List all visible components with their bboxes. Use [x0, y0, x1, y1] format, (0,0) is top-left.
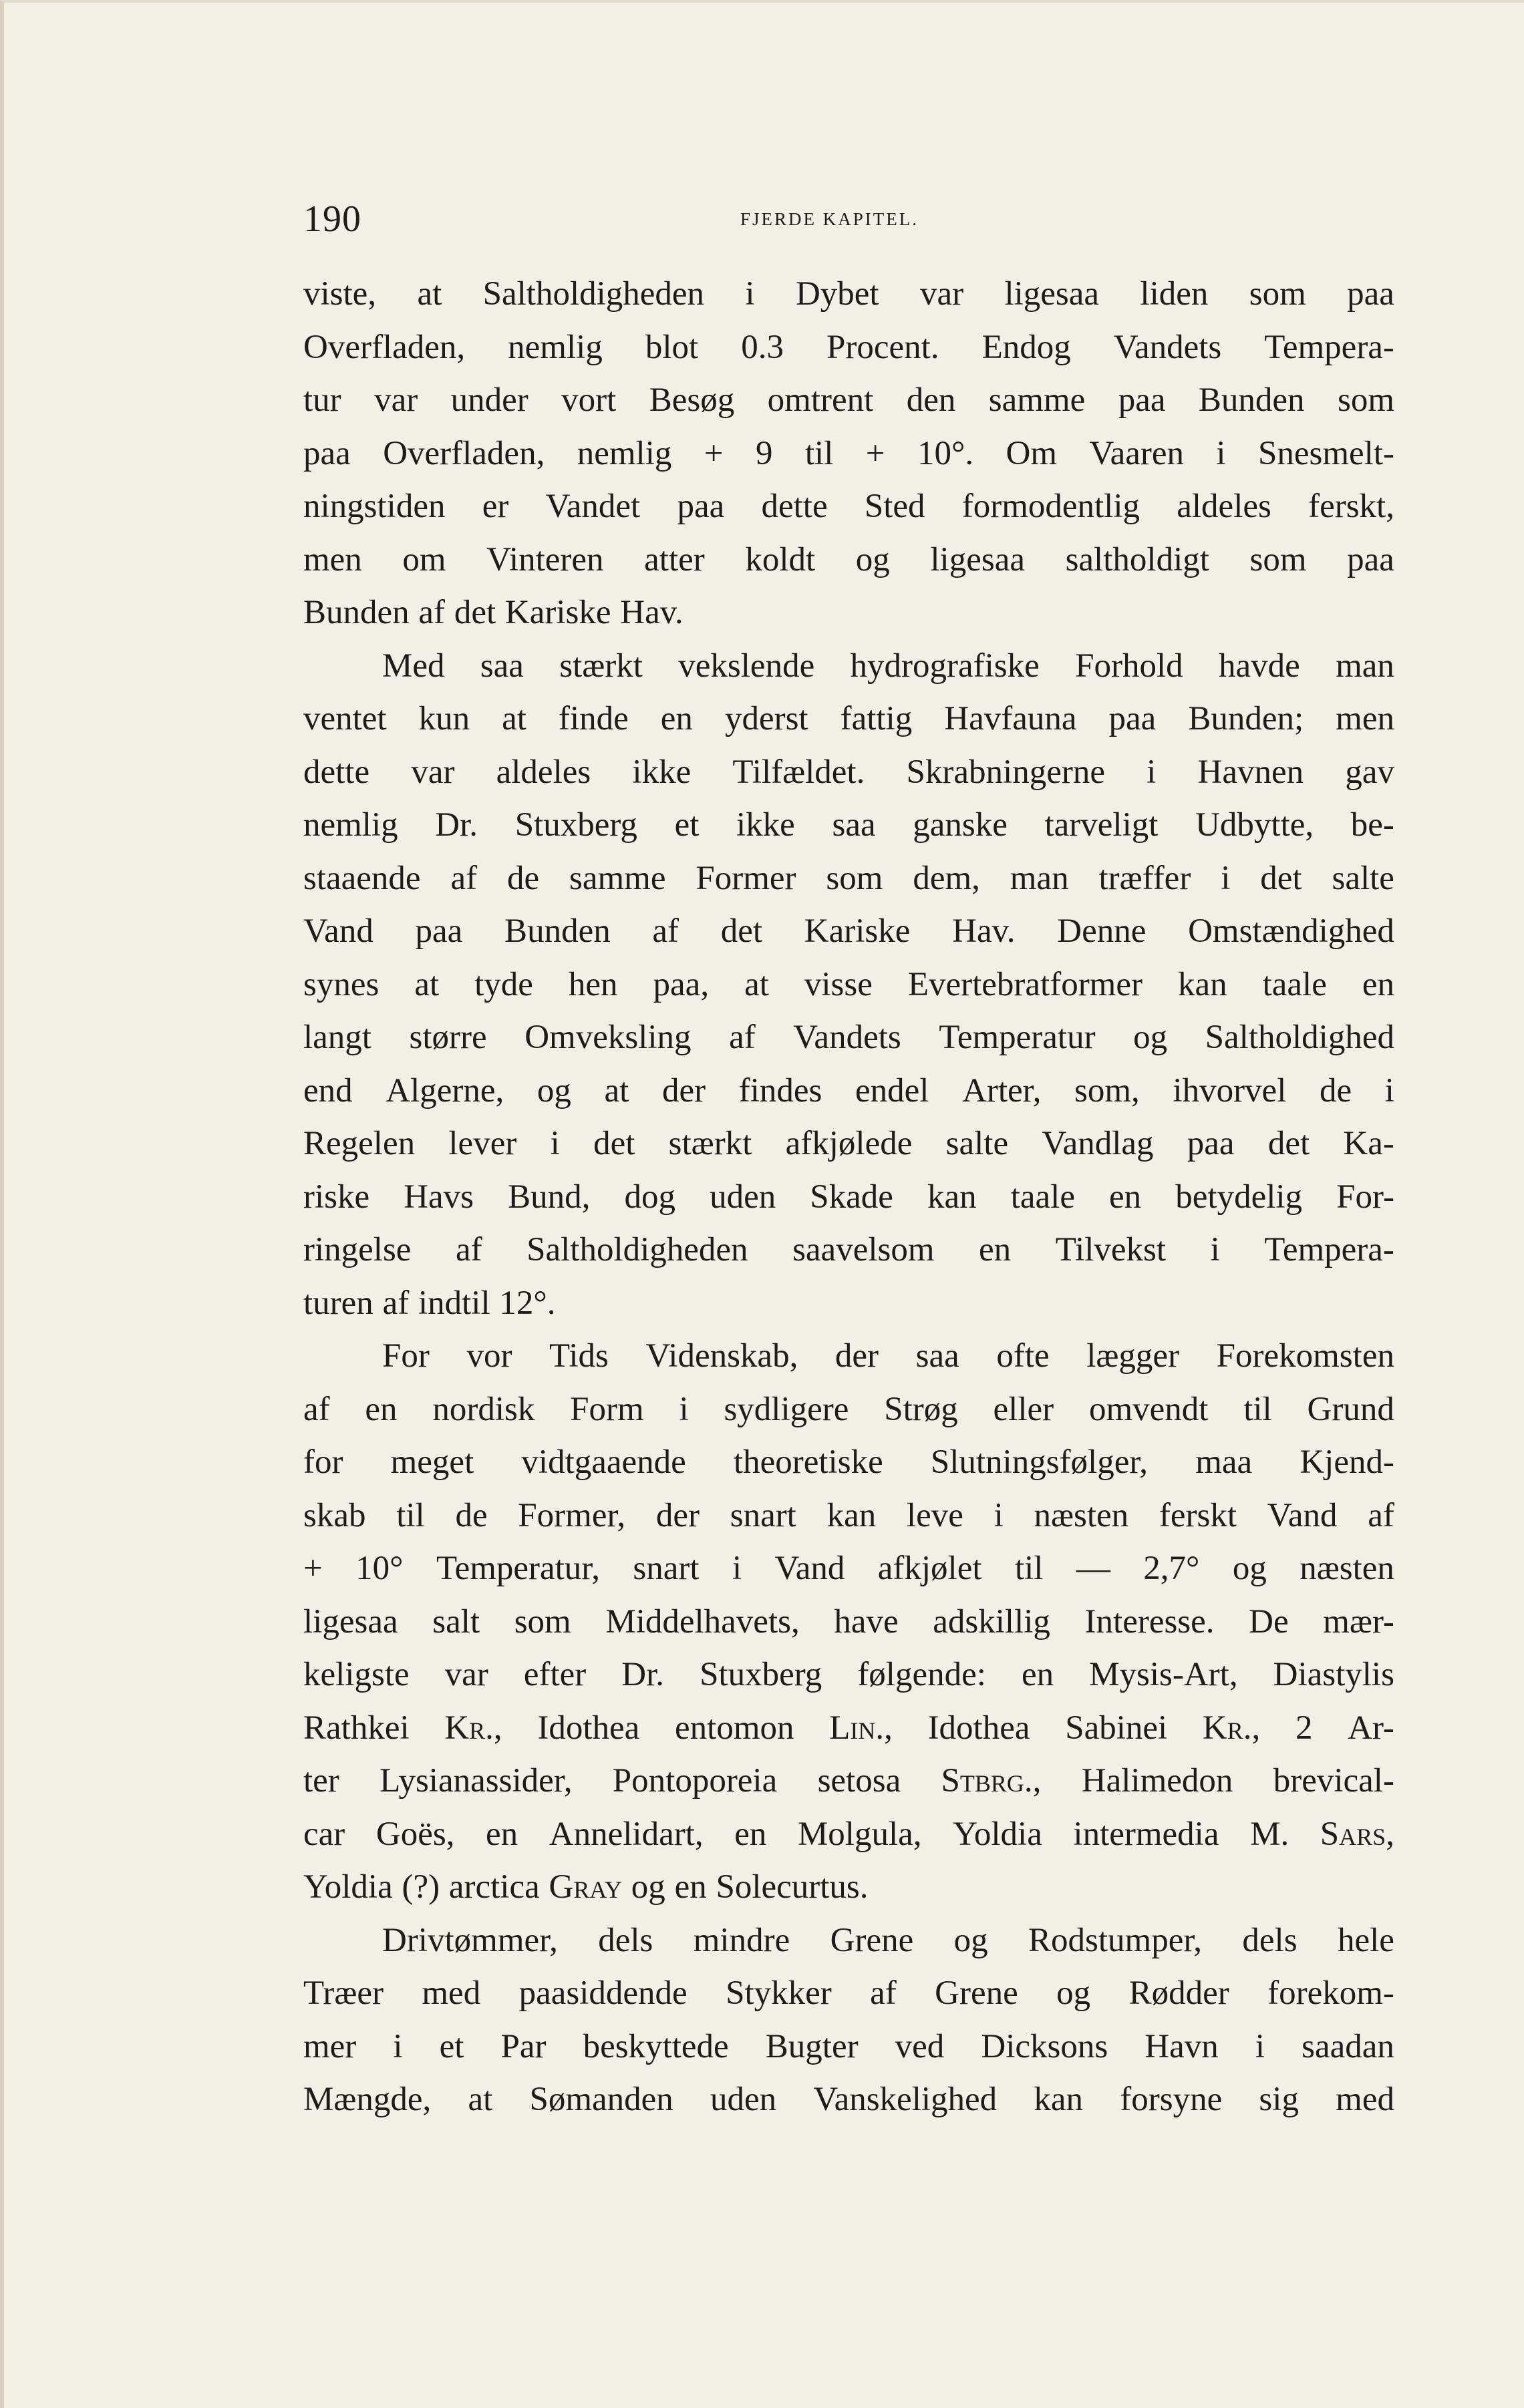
text-line: turen af indtil 12°. [303, 1284, 556, 1322]
text-line: + 10° Temperatur, snart i Vand afkjølet til — 2,7° og næsten [303, 1550, 1394, 1587]
text-line: For vor Tids Videnskab, der saa ofte lægger Forekomsten [382, 1337, 1394, 1375]
text-line: ventet kun at finde en yderst fattig Havfauna paa Bunden; men [303, 700, 1394, 737]
text-line: viste, at Saltholdigheden i Dybet var ligesaa liden som paa [303, 275, 1394, 313]
text-line: langt større Omveksling af Vandets Temperatur og Saltholdighed [303, 1019, 1394, 1056]
text-line: car Goës, en Annelidart, en Molgula, Yoldia intermedia M. Sars, [303, 1815, 1394, 1853]
body-text [303, 268, 1394, 2127]
text-line: skab til de Former, der snart kan leve i næsten ferskt Vand af [303, 1496, 1394, 1534]
text-line: af en nordisk Form i sydligere Strøg eller omvendt til Grund [303, 1390, 1394, 1428]
text-line: for meget vidtgaaende theoretiske Slutningsfølger, maa Kjend- [303, 1443, 1394, 1481]
text-line: paa Overfladen, nemlig + 9 til + 10°. Om Vaaren i Snesmelt- [303, 434, 1394, 472]
text-line: staaende af de samme Former som dem, man træffer i det salte [303, 859, 1394, 897]
text-line: Overfladen, nemlig blot 0.3 Procent. Endog Vandets Tempera- [303, 328, 1394, 366]
text-line: Regelen lever i det stærkt afkjølede salte Vandlag paa det Ka- [303, 1125, 1394, 1162]
running-head: FJERDE KAPITEL. [740, 209, 919, 229]
text-line: Drivtømmer, dels mindre Grene og Rodstumper, dels hele [382, 1921, 1394, 1959]
text-line: mer i et Par beskyttede Bugter ved Dicksons Havn i saadan [303, 2027, 1394, 2065]
text-line: ter Lysianassider, Pontoporeia setosa Stbrg., Halimedon brevical- [303, 1762, 1394, 1799]
text-line: tur var under vort Besøg omtrent den samme paa Bunden som [303, 381, 1394, 419]
text-line: keligste var efter Dr. Stuxberg følgende: en Mysis-Art, Diastylis [303, 1656, 1394, 1693]
text-line: Yoldia (?) arctica Gray og en Solecurtus. [303, 1868, 869, 1906]
text-line: end Algerne, og at der findes endel Arter, som, ihvorvel de i [303, 1071, 1394, 1109]
text-line: nemlig Dr. Stuxberg et ikke saa ganske tarveligt Udbytte, be- [303, 806, 1394, 844]
text-line: synes at tyde hen paa, at visse Evertebratformer kan taale en [303, 965, 1394, 1003]
text-line: ligesaa salt som Middelhavets, have adskillig Interesse. De mær- [303, 1602, 1394, 1641]
text-line: Træer med paasiddende Stykker af Grene og Rødder forekom- [303, 1974, 1394, 2012]
text-line: Vand paa Bunden af det Kariske Hav. Denne Omstændighed [303, 912, 1394, 950]
text-line: dette var aldeles ikke Tilfældet. Skrabningerne i Havnen gav [303, 753, 1394, 791]
text-line: Bunden af det Kariske Hav. [303, 594, 683, 631]
text-line: men om Vinteren atter koldt og ligesaa saltholdigt som paa [303, 540, 1394, 578]
text-line: Rathkei Kr., Idothea entomon Lin., Idothea Sabinei Kr., 2 Ar- [303, 1709, 1394, 1747]
page-number: 190 [303, 198, 361, 240]
text-line: riske Havs Bund, dog uden Skade kan taale en betydelig For- [303, 1178, 1394, 1216]
text-line: Med saa stærkt vekslende hydrografiske Forhold havde man [382, 647, 1394, 685]
text-line: ringelse af Saltholdigheden saavelsom en Tilvekst i Tempera- [303, 1231, 1394, 1268]
page-header [303, 195, 1399, 248]
text-line: Mængde, at Sømanden uden Vanskelighed kan forsyne sig med [303, 2081, 1394, 2118]
text-line: ningstiden er Vandet paa dette Sted formodentlig aldeles ferskt, [303, 488, 1394, 525]
